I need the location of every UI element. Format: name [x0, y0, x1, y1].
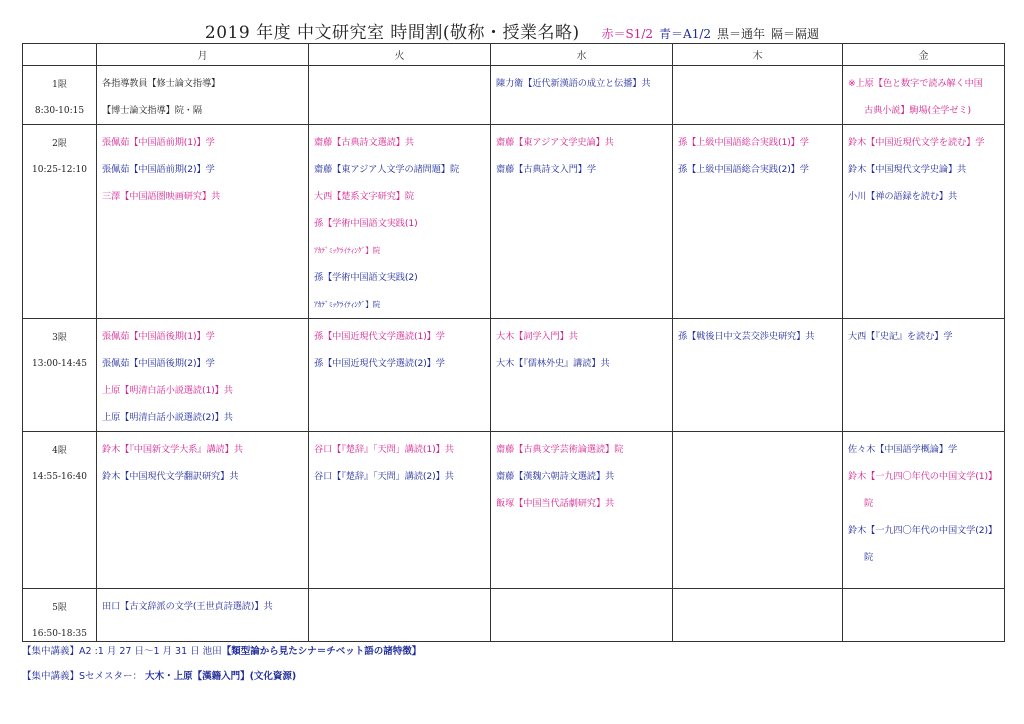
period-cell [23, 66, 97, 125]
course-entry: 鈴木【中国現代文学翻訳研究】共 [102, 471, 239, 482]
course-entry: 各指導教員【修士論文指導】 [102, 78, 221, 89]
foot-course: 大木・上原【漢籍入門】(文化資源) [145, 671, 297, 682]
course-entry: 谷口【『楚辞』「天問」講読(1)】共 [314, 444, 454, 455]
color-legend [596, 27, 820, 41]
timetable [22, 43, 1005, 642]
day-header-row [23, 44, 1005, 66]
day-header-thu: 木 [673, 44, 843, 66]
course-cell-mon [97, 319, 309, 432]
course-entry: ※上原【色と数字で読み解く中国 [848, 78, 983, 89]
course-entry: 齋藤【古典詩文選読】共 [314, 137, 414, 148]
course-entry: 谷口【『楚辞』「天問」講読(2)】共 [314, 471, 454, 482]
period-label: 3限 [52, 333, 67, 343]
course-cell-tue [309, 319, 491, 432]
course-entry: 飯塚【中国当代話劇研究】共 [496, 498, 615, 509]
period-time: 8:30-10:15 [34, 106, 85, 116]
legend-item: 隔＝隔週 [771, 27, 820, 41]
foot-course: 【類型論から見たシナ＝チベット語の諸特徴】 [221, 646, 422, 657]
foot-body: Sセメスター： [79, 671, 146, 682]
course-entry: 鈴木【一九四〇年代の中国文学(2)】 [848, 525, 998, 536]
course-cell-tue [309, 125, 491, 319]
course-cell-mon [97, 432, 309, 589]
course-cell-mon [97, 125, 309, 319]
intensive-course-note-2 [22, 668, 296, 682]
period-time: 10:25-12:10 [32, 165, 87, 175]
course-entry: 大西【『史記』を読む】学 [848, 331, 953, 342]
intensive-course-note-1 [22, 643, 421, 657]
course-cell-fri [843, 125, 1005, 319]
course-entry: 三澤【中国語圏映画研究】共 [102, 191, 221, 202]
corner-cell [23, 44, 97, 66]
legend-item: 赤＝S1/2 [601, 27, 654, 41]
course-cell-fri [843, 319, 1005, 432]
course-entry: 上原【明清白話小説選読(1)】共 [102, 385, 233, 396]
period-label: 4限 [52, 446, 67, 456]
course-cell-wed [491, 589, 673, 642]
course-entry: ｱｶﾃﾞﾐｯｸﾗｲﾃｨﾝｸﾞ】院 [314, 246, 381, 255]
course-entry: 齋藤【古典文学芸術論選読】院 [496, 444, 624, 455]
course-entry: 大木【詞学入門】共 [496, 331, 578, 342]
page-title: 2019 年度 中文研究室 時間割(敬称・授業名略) [204, 23, 580, 43]
course-entry: 陳力衛【近代新漢語の成立と伝播】共 [496, 78, 651, 89]
course-entry: 上原【明清白話小説選読(2)】共 [102, 412, 233, 423]
course-cell-fri [843, 589, 1005, 642]
course-entry: ｱｶﾃﾞﾐｯｸﾗｲﾃｨﾝｸﾞ】院 [314, 300, 381, 309]
period-label: 1限 [52, 80, 67, 90]
legend-item: 青＝A1/2 [659, 27, 712, 41]
course-cell-tue [309, 432, 491, 589]
course-entry: 佐々木【中国語学概論】学 [848, 444, 958, 455]
legend-item: 黒＝通年 [717, 27, 766, 41]
period-time: 14:55-16:40 [32, 472, 87, 482]
course-entry: 孫【上級中国語総合実践(1)】学 [678, 137, 809, 148]
day-header-tue: 火 [309, 44, 491, 66]
course-entry: 院 [864, 498, 874, 509]
period-label: 5限 [52, 603, 67, 613]
period-cell [23, 432, 97, 589]
course-entry: 大木【『儒林外史』講読】共 [496, 358, 610, 369]
course-cell-thu [673, 66, 843, 125]
course-entry: 孫【上級中国語総合実践(2)】学 [678, 164, 809, 175]
foot-tag: 【集中講義】 [22, 671, 80, 682]
course-entry: 小川【禅の語録を読む】共 [848, 191, 958, 202]
course-cell-tue [309, 66, 491, 125]
period-row [23, 66, 1005, 125]
period-time: 13:00-14:45 [32, 359, 87, 369]
course-entry: 張佩茹【中国語前期(2)】学 [102, 164, 215, 175]
course-entry: 鈴木【『中国新文学大系』講読】共 [102, 444, 243, 455]
course-entry: 張佩茹【中国語後期(2)】学 [102, 358, 215, 369]
course-entry: 古典小説】駒場(全学ゼミ) [864, 105, 971, 116]
period-cell [23, 319, 97, 432]
course-entry: 張佩茹【中国語後期(1)】学 [102, 331, 215, 342]
course-entry: 齋藤【漢魏六朝詩文選読】共 [496, 471, 615, 482]
course-entry: 院 [864, 552, 874, 563]
course-entry: 孫【中国近現代文学選読(1)】学 [314, 331, 445, 342]
course-entry: 【博士論文指導】院・隔 [102, 105, 202, 116]
course-cell-wed [491, 125, 673, 319]
course-cell-mon [97, 66, 309, 125]
course-entry: 鈴木【中国現代文学史論】共 [848, 164, 967, 175]
course-cell-thu [673, 319, 843, 432]
course-cell-wed [491, 319, 673, 432]
day-header-fri: 金 [843, 44, 1005, 66]
course-entry: 張佩茹【中国語前期(1)】学 [102, 137, 215, 148]
course-entry: 孫【戦後日中文芸交渉史研究】共 [678, 331, 815, 342]
header [0, 18, 1024, 43]
course-entry: 齋藤【古典詩文入門】学 [496, 164, 596, 175]
course-cell-thu [673, 589, 843, 642]
day-header-wed: 水 [491, 44, 673, 66]
course-cell-fri [843, 432, 1005, 589]
course-cell-thu [673, 125, 843, 319]
foot-tag: 【集中講義】 [22, 646, 80, 657]
course-entry: 大西【楚系文字研究】院 [314, 191, 414, 202]
period-cell [23, 589, 97, 642]
foot-body: A2 :1 月 27 日～1 月 31 日 池田 [79, 646, 222, 657]
course-entry: 齋藤【東アジア人文学の諸問題】院 [314, 164, 460, 175]
period-row [23, 125, 1005, 319]
course-cell-fri [843, 66, 1005, 125]
course-cell-thu [673, 432, 843, 589]
period-row [23, 432, 1005, 589]
day-header-mon: 月 [97, 44, 309, 66]
period-cell [23, 125, 97, 319]
period-row [23, 319, 1005, 432]
course-cell-mon [97, 589, 309, 642]
course-entry: 孫【学術中国語文実践(1) [314, 218, 418, 229]
course-entry: 鈴木【一九四〇年代の中国文学(1)】 [848, 471, 998, 482]
period-time: 16:50-18:35 [32, 629, 87, 639]
course-entry: 鈴木【中国近現代文学を読む】学 [848, 137, 985, 148]
course-entry: 孫【中国近現代文学選読(2)】学 [314, 358, 445, 369]
period-label: 2限 [52, 139, 67, 149]
course-entry: 孫【学術中国語文実践(2) [314, 272, 418, 283]
course-entry: 田口【古文辞派の文学(王世貞詩選読)】共 [102, 601, 273, 612]
course-cell-wed [491, 432, 673, 589]
course-cell-wed [491, 66, 673, 125]
period-row [23, 589, 1005, 642]
course-cell-tue [309, 589, 491, 642]
course-entry: 齋藤【東アジア文学史論】共 [496, 137, 614, 148]
